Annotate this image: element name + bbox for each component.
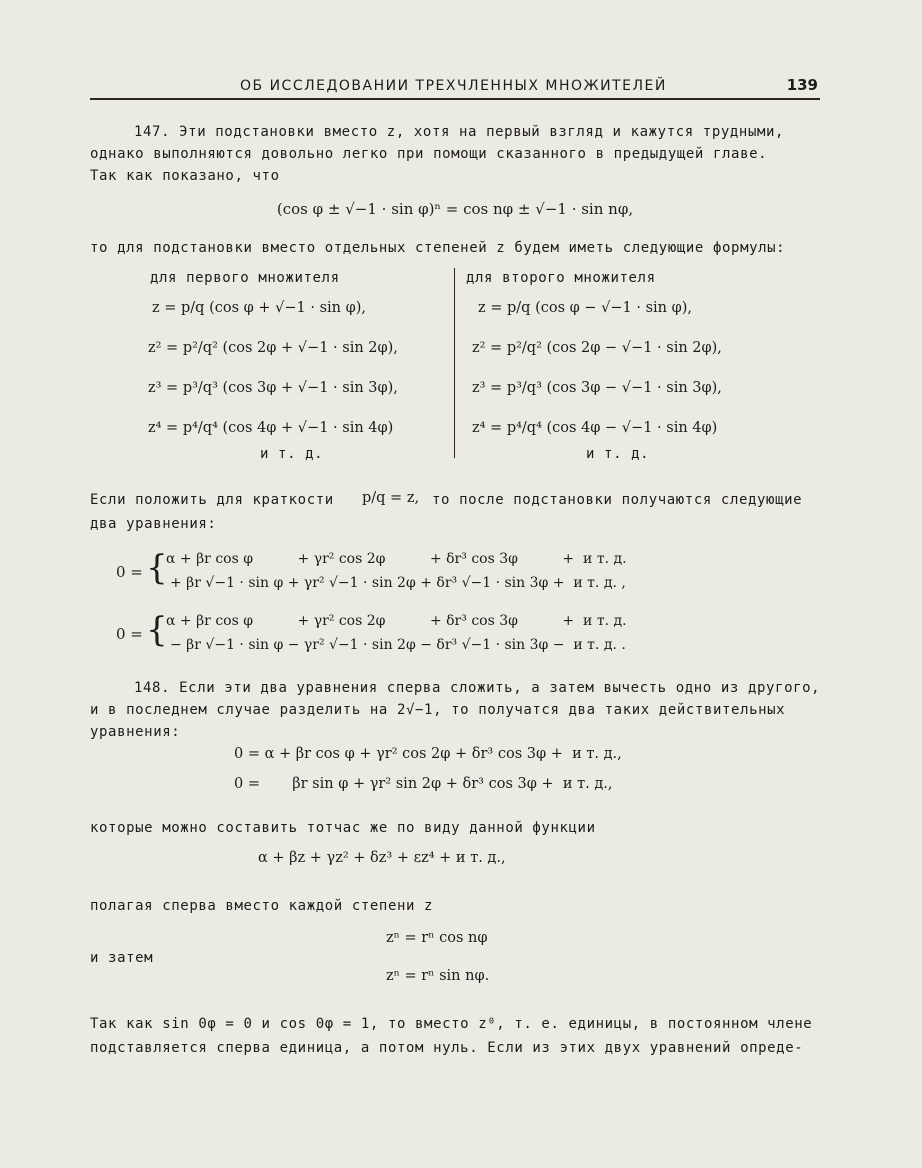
system2-left-brace: {: [146, 610, 168, 650]
system2-lhs: 0 =: [116, 625, 143, 643]
paragraph-148-line-3: уравнения:: [90, 724, 181, 740]
paragraph-147-line-3: Так как показано, что: [90, 168, 280, 184]
header-title: ОБ ИССЛЕДОВАНИИ ТРЕХЧЛЕННЫХ МНОЖИТЕЛЕЙ: [240, 78, 667, 94]
compose-text: которые можно составить тотчас же по виду данной функции: [90, 820, 596, 836]
last-paragraph-line-2: подставляется сперва единица, а потом нуль. Если из этих двух уравнений опреде-: [90, 1040, 804, 1056]
shortness-text-b: то после подстановки получаются следующие: [432, 492, 803, 508]
left-formula-z4: z⁴ = p⁴/q⁴ (cos 4φ + √−1 · sin 4φ): [148, 420, 394, 436]
moivre-formula: (cos φ ± √−1 · sin φ)ⁿ = cos nφ ± √−1 · sin nφ,: [276, 200, 634, 218]
shortness-text-c: два уравнения:: [90, 516, 217, 532]
shortness-text-a: Если положить для краткости: [90, 492, 334, 508]
system1-left-brace: {: [146, 548, 168, 588]
paragraph-148-line-2: и в последнем случае разделить на 2√−1, то получатся два таких действительных: [90, 702, 786, 718]
right-formula-z2: z² = p²/q² (cos 2φ − √−1 · sin 2φ),: [472, 340, 722, 356]
last-paragraph-line-1: Так как sin 0φ = 0 и cos 0φ = 1, то вместо z⁰, т. е. единицы, в постоянном члене: [90, 1016, 813, 1032]
first-substitution-text: полагая сперва вместо каждой степени z: [90, 898, 434, 914]
real-equation-1: 0 = α + βr cos φ + γr² cos 2φ + δr³ cos 3φ + и т. д.,: [234, 746, 622, 762]
right-formula-z3: z³ = p³/q³ (cos 3φ − √−1 · sin 3φ),: [472, 380, 722, 396]
then-text: и затем: [90, 950, 154, 966]
system1-lhs: 0 =: [116, 563, 143, 581]
real-equation-2: 0 = βr sin φ + γr² sin 2φ + δr³ cos 3φ + и т. д.,: [234, 776, 613, 792]
formulas-intro: то для подстановки вместо отдельных степеней z будем иметь следующие формулы:: [90, 240, 786, 256]
right-column-heading: для второго множителя: [466, 270, 656, 286]
left-formula-z2: z² = p²/q² (cos 2φ + √−1 · sin 2φ),: [148, 340, 398, 356]
function-series: α + βz + γz² + δz³ + εz⁴ + и т. д.,: [258, 850, 506, 866]
right-etc: и т. д.: [586, 446, 650, 462]
column-divider: [454, 268, 455, 458]
zn-sin-formula: zⁿ = rⁿ sin nφ.: [386, 968, 490, 984]
system1-row1: α + βr cos φ + γr² cos 2φ + δr³ cos 3φ + и т. д.: [166, 551, 627, 567]
right-formula-z4: z⁴ = p⁴/q⁴ (cos 4φ − √−1 · sin 4φ): [472, 420, 718, 436]
zn-cos-formula: zⁿ = rⁿ cos nφ: [386, 930, 488, 946]
paragraph-148-line-1: 148. Если эти два уравнения сперва сложить, а затем вычесть одно из другого,: [134, 680, 821, 696]
shortness-fraction: p/q = z,: [362, 490, 420, 506]
left-etc: и т. д.: [260, 446, 324, 462]
page-number: 139: [786, 76, 818, 94]
system1-row2: + βr √−1 · sin φ + γr² √−1 · sin 2φ + δr³ √−1 · sin 3φ + и т. д. ,: [170, 575, 626, 591]
paragraph-147-line-1: 147. Эти подстановки вместо z, хотя на первый взгляд и кажутся трудными,: [134, 124, 785, 140]
left-column-heading: для первого множителя: [150, 270, 340, 286]
left-formula-z1: z = p/q (cos φ + √−1 · sin φ),: [152, 300, 367, 316]
running-header: [90, 76, 820, 100]
right-formula-z1: z = p/q (cos φ − √−1 · sin φ),: [478, 300, 693, 316]
system2-row1: α + βr cos φ + γr² cos 2φ + δr³ cos 3φ + и т. д.: [166, 613, 627, 629]
paragraph-147-line-2: однако выполняются довольно легко при помощи сказанного в предыдущей главе.: [90, 146, 768, 162]
system2-row2: − βr √−1 · sin φ − γr² √−1 · sin 2φ − δr³ √−1 · sin 3φ − и т. д. .: [170, 637, 626, 653]
left-formula-z3: z³ = p³/q³ (cos 3φ + √−1 · sin 3φ),: [148, 380, 398, 396]
